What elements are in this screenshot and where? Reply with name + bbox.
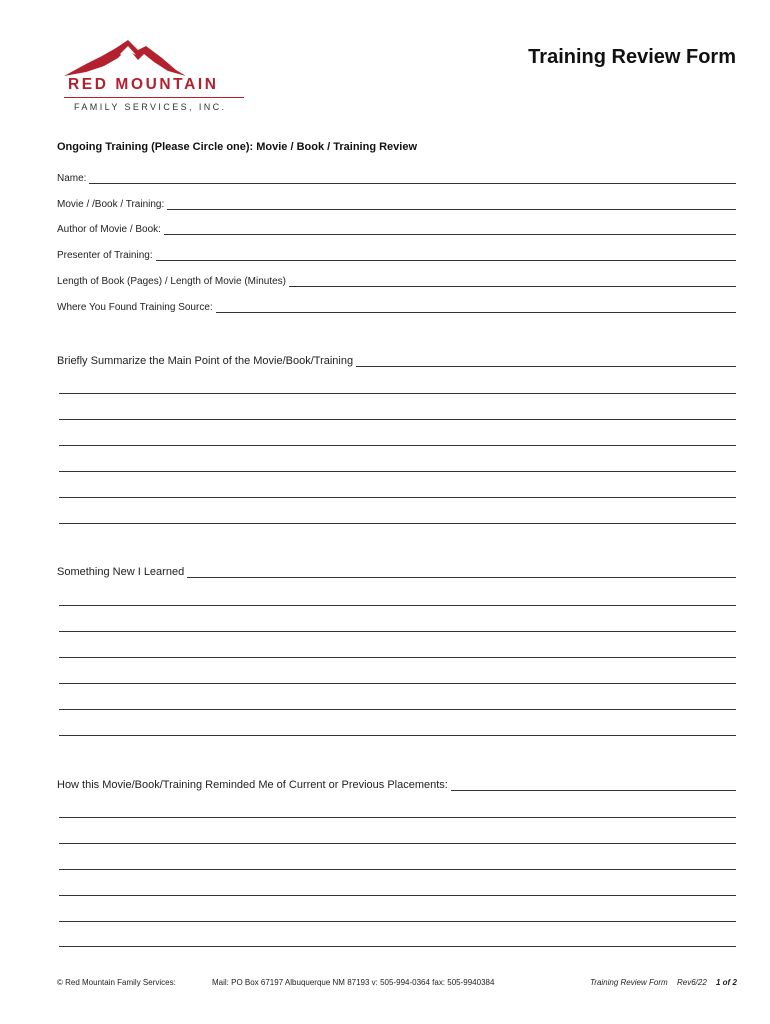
footer-copyright: © Red Mountain Family Services: (57, 978, 176, 987)
movie-book-training-blank[interactable] (167, 209, 736, 210)
reminded-blank[interactable] (451, 790, 736, 791)
source-field[interactable] (57, 299, 736, 313)
learned-line[interactable] (59, 735, 736, 736)
form-title: Training Review Form (528, 46, 736, 68)
learned-label: Something New I Learned (57, 566, 185, 578)
source-label: Where You Found Training Source: (57, 302, 213, 313)
learned-line[interactable] (59, 709, 736, 710)
footer-revision: Rev6/22 (677, 978, 707, 987)
length-label: Length of Book (Pages) / Length of Movie (Minutes) (57, 276, 287, 287)
learned-line[interactable] (59, 683, 736, 684)
author-field[interactable] (57, 221, 736, 235)
presenter-blank[interactable] (156, 260, 736, 261)
length-blank[interactable] (289, 286, 736, 287)
summary-line[interactable] (59, 471, 736, 472)
length-field[interactable] (57, 273, 736, 287)
summary-line[interactable] (59, 419, 736, 420)
learned-line[interactable] (59, 631, 736, 632)
source-blank[interactable] (216, 312, 736, 313)
reminded-line[interactable] (59, 817, 736, 818)
reminded-line[interactable] (59, 895, 736, 896)
learned-line[interactable] (59, 605, 736, 606)
reminded-line[interactable] (59, 843, 736, 844)
footer-address: Mail: PO Box 67197 Albuquerque NM 87193 v: 505-994-0364 fax: 505-9940384 (212, 978, 495, 987)
learned-blank[interactable] (187, 577, 736, 578)
reminded-section[interactable] (57, 775, 736, 791)
author-label: Author of Movie / Book: (57, 224, 161, 235)
logo-subtitle: FAMILY SERVICES, INC. (74, 102, 227, 112)
summary-label: Briefly Summarize the Main Point of the Movie/Book/Training (57, 355, 354, 367)
reminded-line[interactable] (59, 921, 736, 922)
presenter-field[interactable] (57, 247, 736, 261)
presenter-label: Presenter of Training: (57, 250, 153, 261)
learned-section[interactable] (57, 562, 736, 578)
name-field[interactable] (57, 170, 736, 184)
summary-line[interactable] (59, 497, 736, 498)
company-logo (64, 40, 248, 114)
mountain-icon (64, 40, 248, 80)
name-blank[interactable] (89, 183, 736, 184)
reminded-label: How this Movie/Book/Training Reminded Me of Current or Previous Placements: (57, 779, 448, 791)
ongoing-training-choice[interactable]: Ongoing Training (Please Circle one): Movie / Book / Training Review (57, 141, 418, 153)
footer-form-name: Training Review Form (590, 978, 668, 987)
reminded-line[interactable] (59, 869, 736, 870)
logo-divider (64, 97, 244, 98)
movie-book-training-field[interactable] (57, 196, 736, 210)
author-blank[interactable] (164, 234, 736, 235)
summary-section[interactable] (57, 351, 736, 367)
summary-blank[interactable] (356, 366, 736, 367)
reminded-line[interactable] (59, 946, 736, 947)
summary-line[interactable] (59, 523, 736, 524)
name-label: Name: (57, 173, 87, 184)
footer-page-number: 1 of 2 (716, 978, 737, 987)
movie-book-training-label: Movie / /Book / Training: (57, 199, 165, 210)
learned-line[interactable] (59, 657, 736, 658)
summary-line[interactable] (59, 445, 736, 446)
summary-line[interactable] (59, 393, 736, 394)
logo-company-name: RED MOUNTAIN (68, 76, 219, 93)
